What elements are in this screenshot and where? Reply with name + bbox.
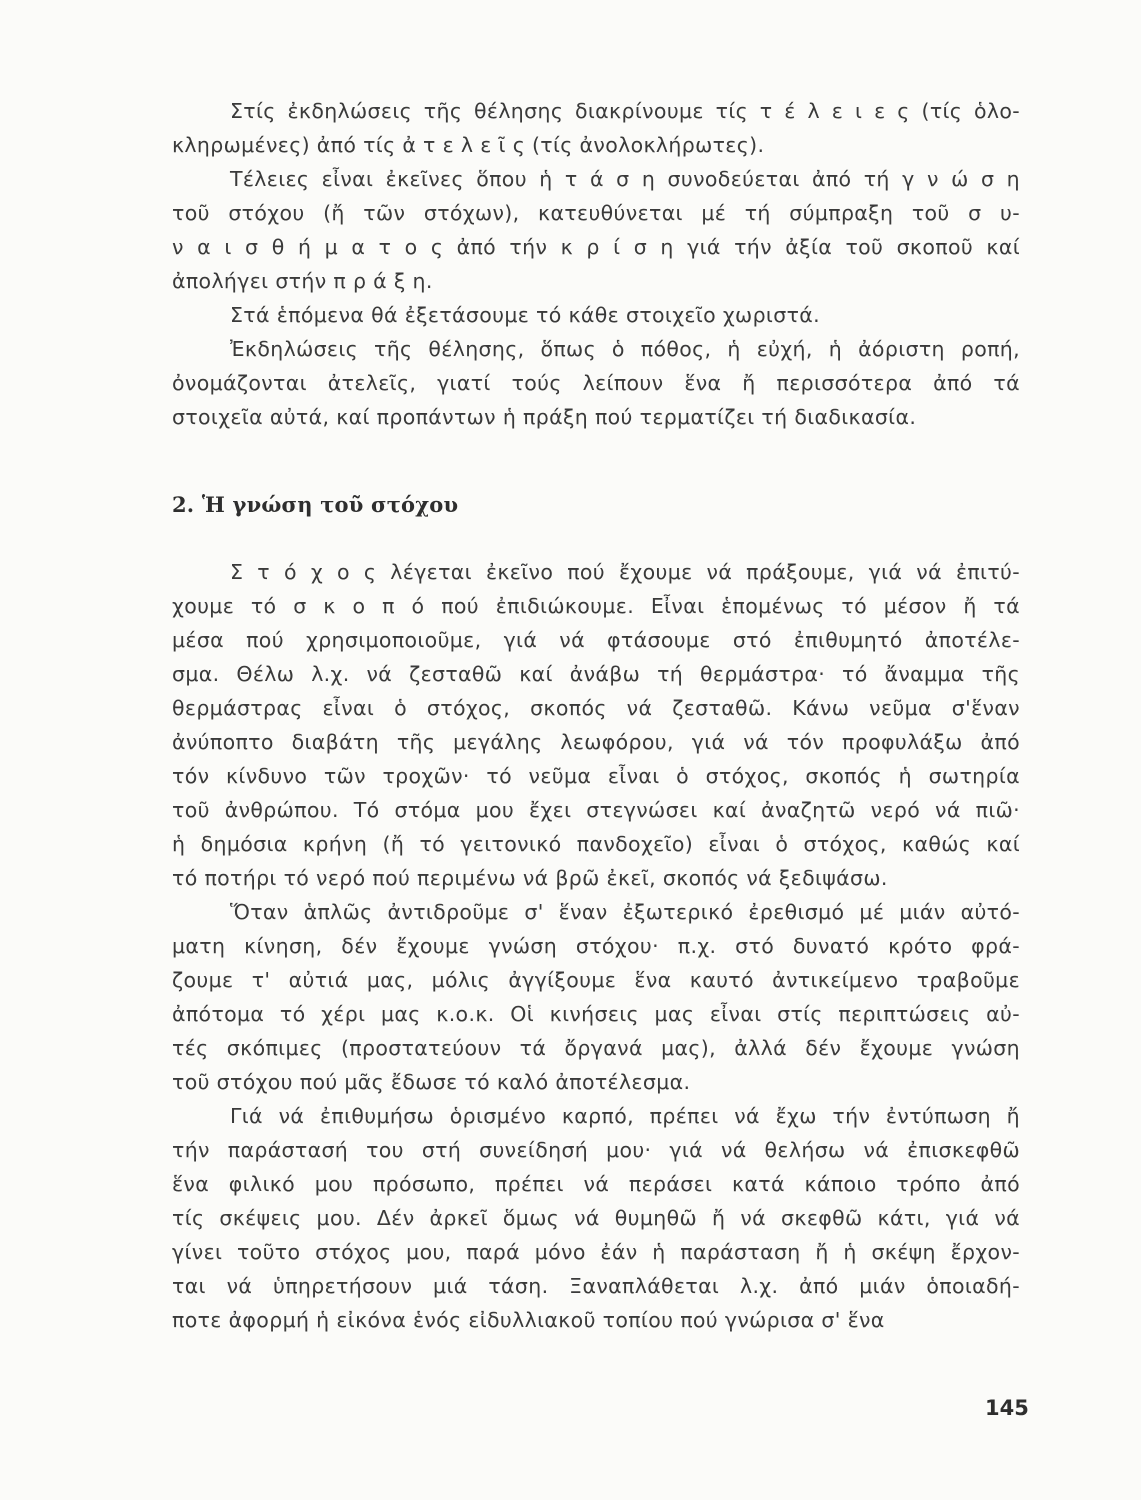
paragraph (172, 162, 1020, 298)
text-line: τήν παράστασή του στή συνείδησή μου· γιά νά θελήσω νά ἐπισκεφθῶ (172, 1138, 1020, 1162)
text-line: ἀπολήγει στήν π ρ ά ξ η. (172, 269, 433, 293)
text-line: Στίς ἐκδηλώσεις τῆς θέλησης διακρίνουμε τίς τ έ λ ε ι ε ς (τίς ὁλο- (230, 99, 1020, 123)
paragraph (172, 332, 1020, 434)
paragraph (172, 94, 1020, 162)
text-line: τοῦ ἀνθρώπου. Τό στόμα μου ἔχει στεγνώσει καί ἀναζητῶ νερό νά πιῶ· (172, 798, 1020, 822)
text-line: μέσα πού χρησιμοποιοῦμε, γιά νά φτάσουμε στό ἐπιθυμητό ἀποτέλε- (172, 628, 1020, 652)
text-line: Σ τ ό χ ο ς λέγεται ἐκεῖνο πού ἔχουμε νά πράξουμε, γιά νά ἐπιτύ- (230, 560, 1020, 584)
text-line: τό ποτήρι τό νερό πού περιμένω νά βρῶ ἐκεῖ, σκοπός νά ξεδιψάσω. (172, 866, 888, 890)
text-line: γίνει τοῦτο στόχος μου, παρά μόνο ἐάν ἡ παράσταση ἤ ἡ σκέψη ἔρχον- (172, 1240, 1020, 1264)
text-line: τόν κίνδυνο τῶν τροχῶν· τό νεῦμα εἶναι ὁ στόχος, σκοπός ἡ σωτηρία (172, 764, 1020, 788)
text-line: τοῦ στόχου πού μᾶς ἔδωσε τό καλό ἀποτέλεσμα. (172, 1070, 691, 1094)
text-line: τές σκόπιμες (προστατεύουν τά ὄργανά μας), ἀλλά δέν ἔχουμε γνώση (172, 1036, 1020, 1060)
page-number: 145 (985, 1396, 1029, 1420)
paragraph (172, 555, 1020, 895)
text-line: κληρωμένες) ἀπό τίς ἀ τ ε λ ε ῖ ς (τίς ἀνολοκλήρωτες). (172, 133, 765, 157)
paragraph (172, 1099, 1020, 1337)
text-line: σμα. Θέλω λ.χ. νά ζεσταθῶ καί ἀνάβω τή θερμάστρα· τό ἄναμμα τῆς (172, 662, 1020, 686)
text-line: στοιχεῖα αὐτά, καί προπάντων ἡ πράξη πού τερματίζει τή διαδικασία. (172, 405, 917, 429)
text-line: ἡ δημόσια κρήνη (ἤ τό γειτονικό πανδοχεῖο) εἶναι ὁ στόχος, καθώς καί (172, 832, 1020, 856)
text-line: θερμάστρας εἶναι ὁ στόχος, σκοπός νά ζεσταθῶ. Κάνω νεῦμα σ'ἕναν (172, 696, 1020, 720)
text-line: Γιά νά ἐπιθυμήσω ὁρισμένο καρπό, πρέπει νά ἔχω τήν ἐντύπωση ἤ (230, 1104, 1020, 1128)
text-line: ἀνύποπτο διαβάτη τῆς μεγάλης λεωφόρου, γιά νά τόν προφυλάξω ἀπό (172, 730, 1020, 754)
section-heading: 2. Ἡ γνώση τοῦ στόχου (172, 492, 459, 517)
text-line: τίς σκέψεις μου. Δέν ἀρκεῖ ὅμως νά θυμηθῶ ἤ νά σκεφθῶ κάτι, γιά νά (172, 1206, 1020, 1230)
text-line: Ὅταν ἁπλῶς ἀντιδροῦμε σ' ἕναν ἐξωτερικό ἐρεθισμό μέ μιάν αὐτό- (230, 900, 1020, 924)
text-line: χουμε τό σ κ ο π ό πού ἐπιδιώκουμε. Εἶναι ἑπομένως τό μέσον ἤ τά (172, 594, 1020, 618)
paragraph (172, 895, 1020, 1099)
text-line: τοῦ στόχου (ἤ τῶν στόχων), κατευθύνεται μέ τή σύμπραξη τοῦ σ υ- (172, 201, 1020, 225)
text-line: Ἐκδηλώσεις τῆς θέλησης, ὅπως ὁ πόθος, ἡ εὐχή, ἡ ἀόριστη ροπή, (230, 337, 1020, 361)
text-block-top (172, 94, 1020, 434)
text-line: ν α ι σ θ ή μ α τ ο ς ἀπό τήν κ ρ ί σ η γιά τήν ἀξία τοῦ σκοποῦ καί (172, 235, 1020, 259)
text-line: Τέλειες εἶναι ἐκεῖνες ὅπου ἡ τ ά σ η συνοδεύεται ἀπό τή γ ν ώ σ η (230, 167, 1020, 191)
text-line: ποτε ἀφορμή ἡ εἰκόνα ἑνός εἰδυλλιακοῦ τοπίου πού γνώρισα σ' ἕνα (172, 1308, 885, 1332)
text-line: Στά ἑπόμενα θά ἐξετάσουμε τό κάθε στοιχεῖο χωριστά. (230, 303, 820, 327)
text-line: ματη κίνηση, δέν ἔχουμε γνώση στόχου· π.χ. στό δυνατό κρότο φρά- (172, 934, 1020, 958)
text-block-bottom (172, 555, 1020, 1337)
text-line: ὀνομάζονται ἀτελεῖς, γιατί τούς λείπουν ἕνα ἤ περισσότερα ἀπό τά (172, 371, 1020, 395)
text-line: ἀπότομα τό χέρι μας κ.ο.κ. Οἱ κινήσεις μας εἶναι στίς περιπτώσεις αὐ- (172, 1002, 1020, 1026)
text-line: ται νά ὑπηρετήσουν μιά τάση. Ξαναπλάθεται λ.χ. ἀπό μιάν ὁποιαδή- (172, 1274, 1020, 1298)
text-line: ζουμε τ' αὐτιά μας, μόλις ἀγγίξουμε ἕνα καυτό ἀντικείμενο τραβοῦμε (172, 968, 1020, 992)
paragraph (172, 298, 1020, 332)
text-line: ἕνα φιλικό μου πρόσωπο, πρέπει νά περάσει κατά κάποιο τρόπο ἀπό (172, 1172, 1020, 1196)
